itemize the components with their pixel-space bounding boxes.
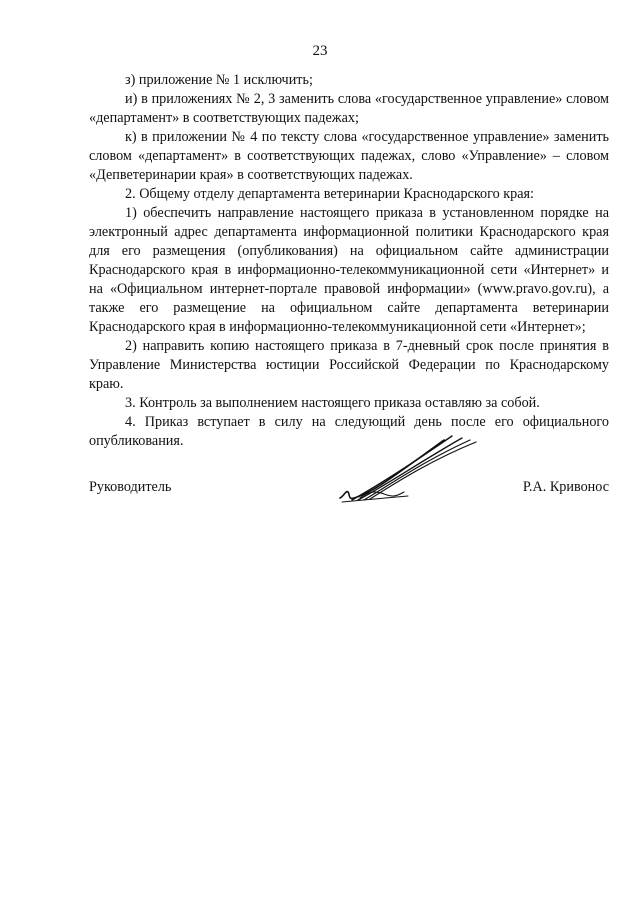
signer-title: Руководитель bbox=[89, 479, 172, 495]
paragraph-i: и) в приложениях № 2, 3 заменить слова «государственное управление» словом «департамент» в соответствующих падежах; bbox=[89, 91, 609, 126]
paragraph-2-1: 1) обеспечить направление настоящего приказа в установленном порядке на электронный адрес департамента информационной политики Краснодарского края для его размещения (опубликования) на официальном сайте администрации Краснодарского края в информационно-телекоммуникационной сети «Интернет» и на «Официальном интернет-портале правовой информации» (www.pravo.gov.ru), а также его размещение на официальном сайте департамента ветеринарии Краснодарского края в информационно-телекоммуникационной сети «Интернет»; bbox=[89, 205, 609, 335]
paragraph-z: з) приложение № 1 исключить; bbox=[125, 72, 313, 88]
paragraph-4: 4. Приказ вступает в силу на следующий день после его официального опубликования. bbox=[89, 414, 609, 449]
paragraph-3: 3. Контроль за выполнением настоящего приказа оставляю за собой. bbox=[125, 395, 540, 411]
paragraph-2: 2. Общему отделу департамента ветеринарии Краснодарского края: bbox=[125, 186, 534, 202]
signer-name: Р.А. Кривонос bbox=[522, 479, 609, 495]
page-number: 23 bbox=[312, 43, 328, 59]
paragraph-k: к) в приложении № 4 по тексту слова «государственное управление» заменить словом «департамент» в соответствующих падежах, слово «Управление» – словом «Депветеринарии края» в соответствующих падежах. bbox=[89, 129, 609, 183]
signature-block bbox=[89, 478, 609, 502]
body-text bbox=[89, 71, 609, 451]
paragraph-2-2: 2) направить копию настоящего приказа в 7-дневный срок после принятия в Управление Министерства юстиции Российской Федерации по Краснодарскому краю. bbox=[89, 338, 609, 392]
